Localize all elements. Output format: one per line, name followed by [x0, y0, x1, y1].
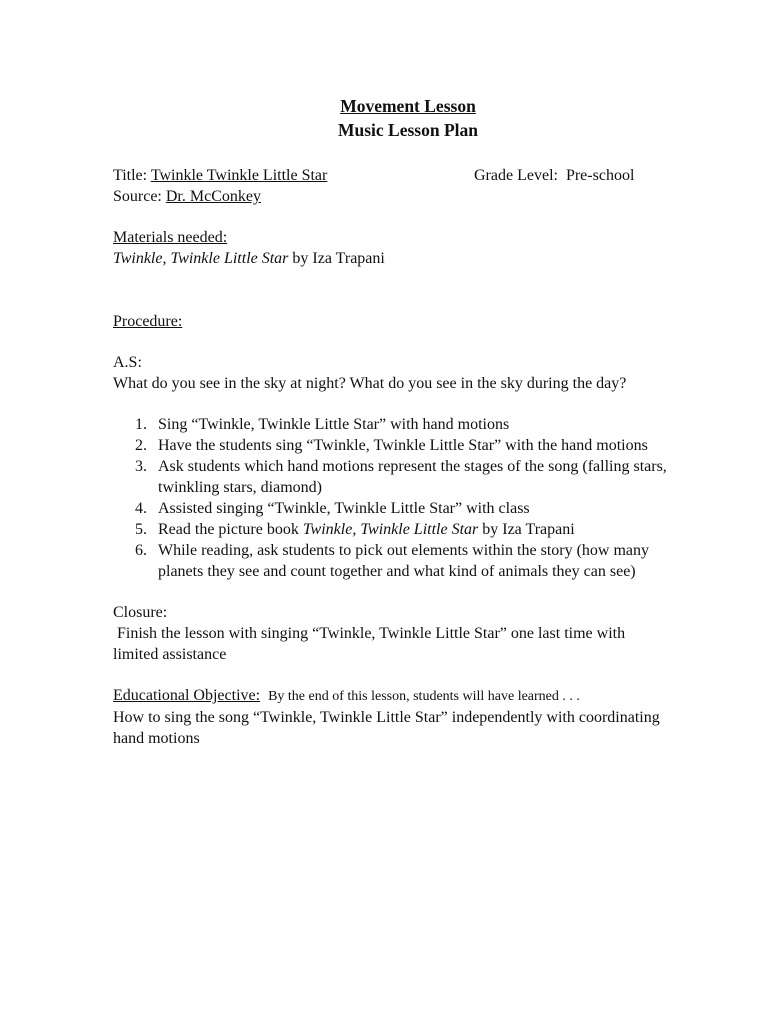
- objective-text: How to sing the song “Twinkle, Twinkle Little Star” independently with coordinating hand motions: [113, 709, 660, 747]
- title-row: [113, 165, 673, 186]
- heading-line-2: Music Lesson Plan: [337, 120, 479, 140]
- closure-label: Closure:: [113, 604, 168, 621]
- step-text: Sing “Twinkle, Twinkle Little Star” with hand motions: [158, 416, 510, 433]
- step-number: 6.: [135, 542, 147, 559]
- lesson-plan-page: [113, 94, 673, 749]
- document-heading: [143, 94, 673, 142]
- title-value: Twinkle Twinkle Little Star: [150, 167, 328, 184]
- list-item: [113, 540, 673, 582]
- step-number: 2.: [135, 437, 147, 454]
- step-text: Assisted singing “Twinkle, Twinkle Little Star” with class: [158, 500, 530, 517]
- closure-text: Finish the lesson with singing “Twinkle, Twinkle Little Star” one last time with limited assistance: [113, 625, 626, 663]
- materials-heading: Materials needed:: [113, 229, 228, 246]
- list-item: [113, 414, 673, 435]
- source-row: [113, 186, 673, 207]
- materials-book-title: Twinkle, Twinkle Little Star: [113, 250, 289, 267]
- title-label: Title:: [113, 167, 148, 184]
- objective-label: Educational Objective:: [113, 687, 261, 704]
- list-item: [113, 456, 673, 498]
- step-number: 5.: [135, 521, 147, 538]
- grade-label: Grade Level:: [474, 167, 558, 184]
- step-book-title: Twinkle, Twinkle Little Star: [302, 521, 479, 538]
- procedure-heading: Procedure:: [113, 313, 183, 330]
- materials-book-author: by Iza Trapani: [292, 250, 385, 267]
- step-text: Ask students which hand motions represent the stages of the song (falling stars, twinkling stars, diamond): [158, 458, 667, 496]
- source-value: Dr. McConkey: [165, 188, 261, 205]
- as-question: What do you see in the sky at night? What do you see in the sky during the day?: [113, 375, 627, 392]
- source-label: Source:: [113, 188, 162, 205]
- step-number: 4.: [135, 500, 147, 517]
- as-label: A.S:: [113, 354, 142, 371]
- materials-section: [113, 227, 673, 269]
- grade-value: Pre-school: [565, 167, 635, 184]
- step-text: While reading, ask students to pick out elements within the story (how many planets they see and count together and what kind of animals they can see): [158, 542, 650, 580]
- step-number: 1.: [135, 416, 147, 433]
- heading-line-1: Movement Lesson: [340, 96, 476, 116]
- step-text: Read the picture book: [158, 521, 303, 538]
- objective-line: [113, 685, 673, 707]
- step-number: 3.: [135, 458, 147, 475]
- list-item: [113, 519, 673, 540]
- step-text-end: by Iza Trapani: [478, 521, 575, 538]
- step-text: Have the students sing “Twinkle, Twinkle Little Star” with the hand motions: [158, 437, 648, 454]
- grade-level: [474, 165, 634, 186]
- list-item: [113, 435, 673, 456]
- materials-book: [113, 248, 673, 269]
- procedure-steps: [113, 414, 673, 582]
- list-item: [113, 498, 673, 519]
- objective-intro: By the end of this lesson, students will have learned . . .: [268, 689, 580, 704]
